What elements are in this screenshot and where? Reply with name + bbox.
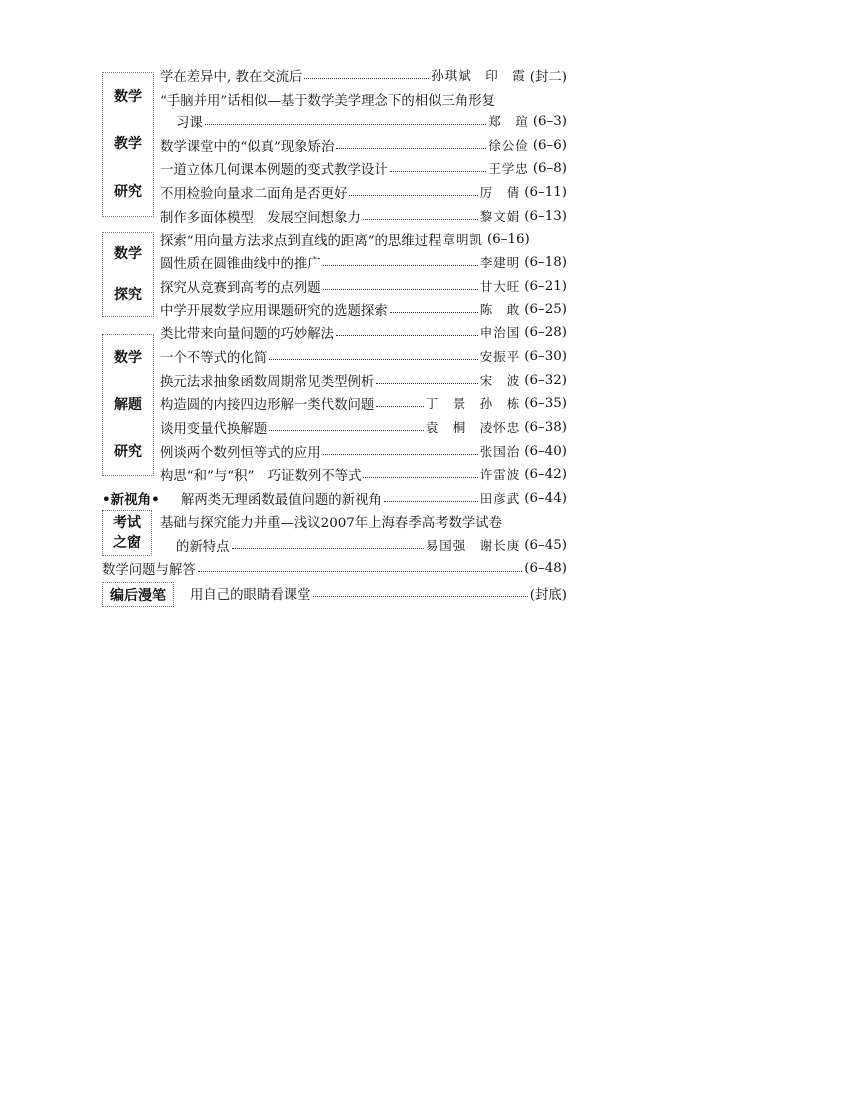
entry-author: 安振平 [479,349,521,364]
entry-page: (6–38) [524,419,567,435]
entry-page: (6–42) [524,466,567,482]
leader-dots [376,382,478,384]
entry-author: 袁 桐 凌怀忠 [425,420,521,435]
section-label-line: 研究 [114,443,142,460]
entry-page: (6–44) [524,490,567,506]
toc-entry[interactable] [190,582,567,604]
entry-page: (6–18) [524,254,567,270]
entry-author: 申治国 [479,325,521,340]
entry-author: 张国治 [479,444,521,459]
entry-author: 李建明 [479,255,521,270]
entry-title: 换元法求抽象函数周期常见类型例析 [160,374,375,390]
entry-author: 陈 敢 [479,302,521,317]
entry-author: 黎文娟 [479,209,521,224]
toc-entry[interactable] [160,228,567,250]
toc-entry[interactable] [102,557,567,579]
leader-dots [313,595,528,597]
toc-entry[interactable] [160,392,567,414]
entry-author: 章明凯 [442,232,484,247]
toc-entry[interactable] [181,487,567,509]
section-label-exploration [102,232,154,317]
leader-dots [384,500,478,502]
entry-author: 孙琪斌 印 霞 [431,68,526,83]
entry-title: 不用检验向量求二面角是否更好 [160,186,348,202]
leader-dots [323,288,478,290]
entry-title: 数学问题与解答 [102,562,196,578]
toc-entry-first-line[interactable] [160,510,502,532]
entry-page: (6–40) [524,443,567,459]
entry-title: “手脑并用”话相似—基于数学美学理念下的相似三角形复 [160,93,496,109]
entry-page: (6–6) [532,137,567,153]
entry-title: 探索“用向量方法求点到直线的距离”的思维过程 [160,233,442,249]
section-label-line: 探究 [114,287,142,304]
section-label-teaching-research [102,72,154,217]
leader-dots [304,77,429,79]
entry-title: 类比带来向量问题的巧妙解法 [160,326,335,342]
toc-entry[interactable] [160,181,567,203]
toc-entry[interactable] [160,321,567,343]
section-label-line: 数学 [114,88,142,105]
section-label-line: 研究 [114,184,142,201]
toc-entry[interactable] [160,251,567,273]
entry-title-continuation: 习课 [176,115,203,131]
toc-entry[interactable] [160,416,567,438]
entry-page: (6–8) [532,160,567,176]
exam-window-label-line: 之窗 [113,535,141,551]
entry-title: 基础与探究能力并重—浅议2007年上海春季高考数学试卷 [160,515,503,531]
entry-page: (6–21) [524,278,567,294]
toc-entry[interactable] [160,345,567,367]
toc-entry[interactable] [160,463,567,485]
entry-page: (6–48) [524,560,567,576]
entry-title: 中学开展数学应用课题研究的选题探索 [160,303,388,319]
entry-author: 王学忠 [488,161,529,176]
entry-author: 徐公俭 [488,138,529,153]
new-view-label: •新视角• [102,492,160,508]
entry-author: 丁 景 孙 栋 [425,396,521,411]
entry-page: (6–11) [524,184,567,200]
entry-title: 例谈两个数列恒等式的应用 [160,445,321,461]
entry-title: 数学课堂中的“似真”现象矫治 [160,139,335,155]
toc-entry-first-line[interactable] [160,88,495,110]
entry-title: 构思“和”与“积” 巧证数列不等式 [160,468,362,484]
entry-author: 厉 倩 [479,185,521,200]
exam-window-label [102,510,152,556]
entry-author: 宋 波 [479,373,521,388]
entry-page: (6–35) [524,395,567,411]
entry-page: (6–32) [524,372,567,388]
section-label-line: 教学 [114,136,142,153]
entry-title: 构造圆的内接四边形解一类代数问题 [160,397,375,413]
entry-author: 易国强 谢长庚 [425,538,521,553]
toc-entry[interactable] [176,534,567,556]
entry-title: 学在差异中, 教在交流后 [160,69,303,85]
toc-entry[interactable] [160,157,567,179]
entry-title: 用自己的眼睛看课堂 [190,587,311,603]
entry-page: (封二) [529,69,567,85]
entry-page: (6–16) [487,231,530,247]
toc-entry[interactable] [160,275,567,297]
leader-dots [232,547,424,549]
leader-dots [363,218,478,220]
toc-entry[interactable] [160,298,567,320]
toc-entry[interactable] [160,205,567,227]
section-label-line: 数学 [114,350,142,367]
toc-entry[interactable] [160,369,567,391]
entry-page: (6–28) [524,324,567,340]
leader-dots [336,334,478,336]
entry-author: 田彦武 [479,491,521,506]
entry-title: 一道立体几何课本例题的变式教学设计 [160,162,388,178]
toc-entry[interactable] [160,134,567,156]
leader-dots [198,570,523,572]
entry-author: 甘大旺 [479,279,521,294]
entry-title-continuation: 的新特点 [176,539,230,555]
entry-page: (6–3) [532,113,567,129]
entry-page: (6–30) [524,348,567,364]
entry-page: (6–13) [524,208,567,224]
entry-author: 郑 瑄 [488,114,529,129]
section-label-line: 解题 [114,396,142,413]
entry-title: 探究从竞赛到高考的点列题 [160,280,321,296]
entry-title: 制作多面体模型 发展空间想象力 [160,210,361,226]
entry-title: 一个不等式的化简 [160,350,268,366]
entry-page: (封底) [529,587,567,603]
section-label-line: 数学 [114,245,142,262]
entry-author: 许雷波 [479,467,521,482]
toc-entry[interactable] [176,110,567,132]
entry-page: (6–25) [524,301,567,317]
leader-dots [269,429,424,431]
leader-dots [323,453,478,455]
leader-dots [336,147,486,149]
toc-entry[interactable] [160,440,567,462]
entry-page: (6–45) [524,537,567,553]
exam-window-label-line: 考试 [113,515,141,531]
entry-title: 解两类无理函数最值问题的新视角 [181,492,382,508]
leader-dots [390,311,478,313]
leader-dots [205,123,487,125]
leader-dots [269,358,478,360]
leader-dots [390,170,487,172]
entry-title: 圆性质在圆锥曲线中的推广 [160,256,321,272]
leader-dots [363,476,477,478]
editor-note-label: 编后漫笔 [102,582,174,607]
section-label-problem-solving [102,334,154,476]
entry-title: 谈用变量代换解题 [160,421,268,437]
leader-dots [349,194,477,196]
leader-dots [376,405,424,407]
leader-dots [323,264,478,266]
toc-entry[interactable] [160,64,567,86]
